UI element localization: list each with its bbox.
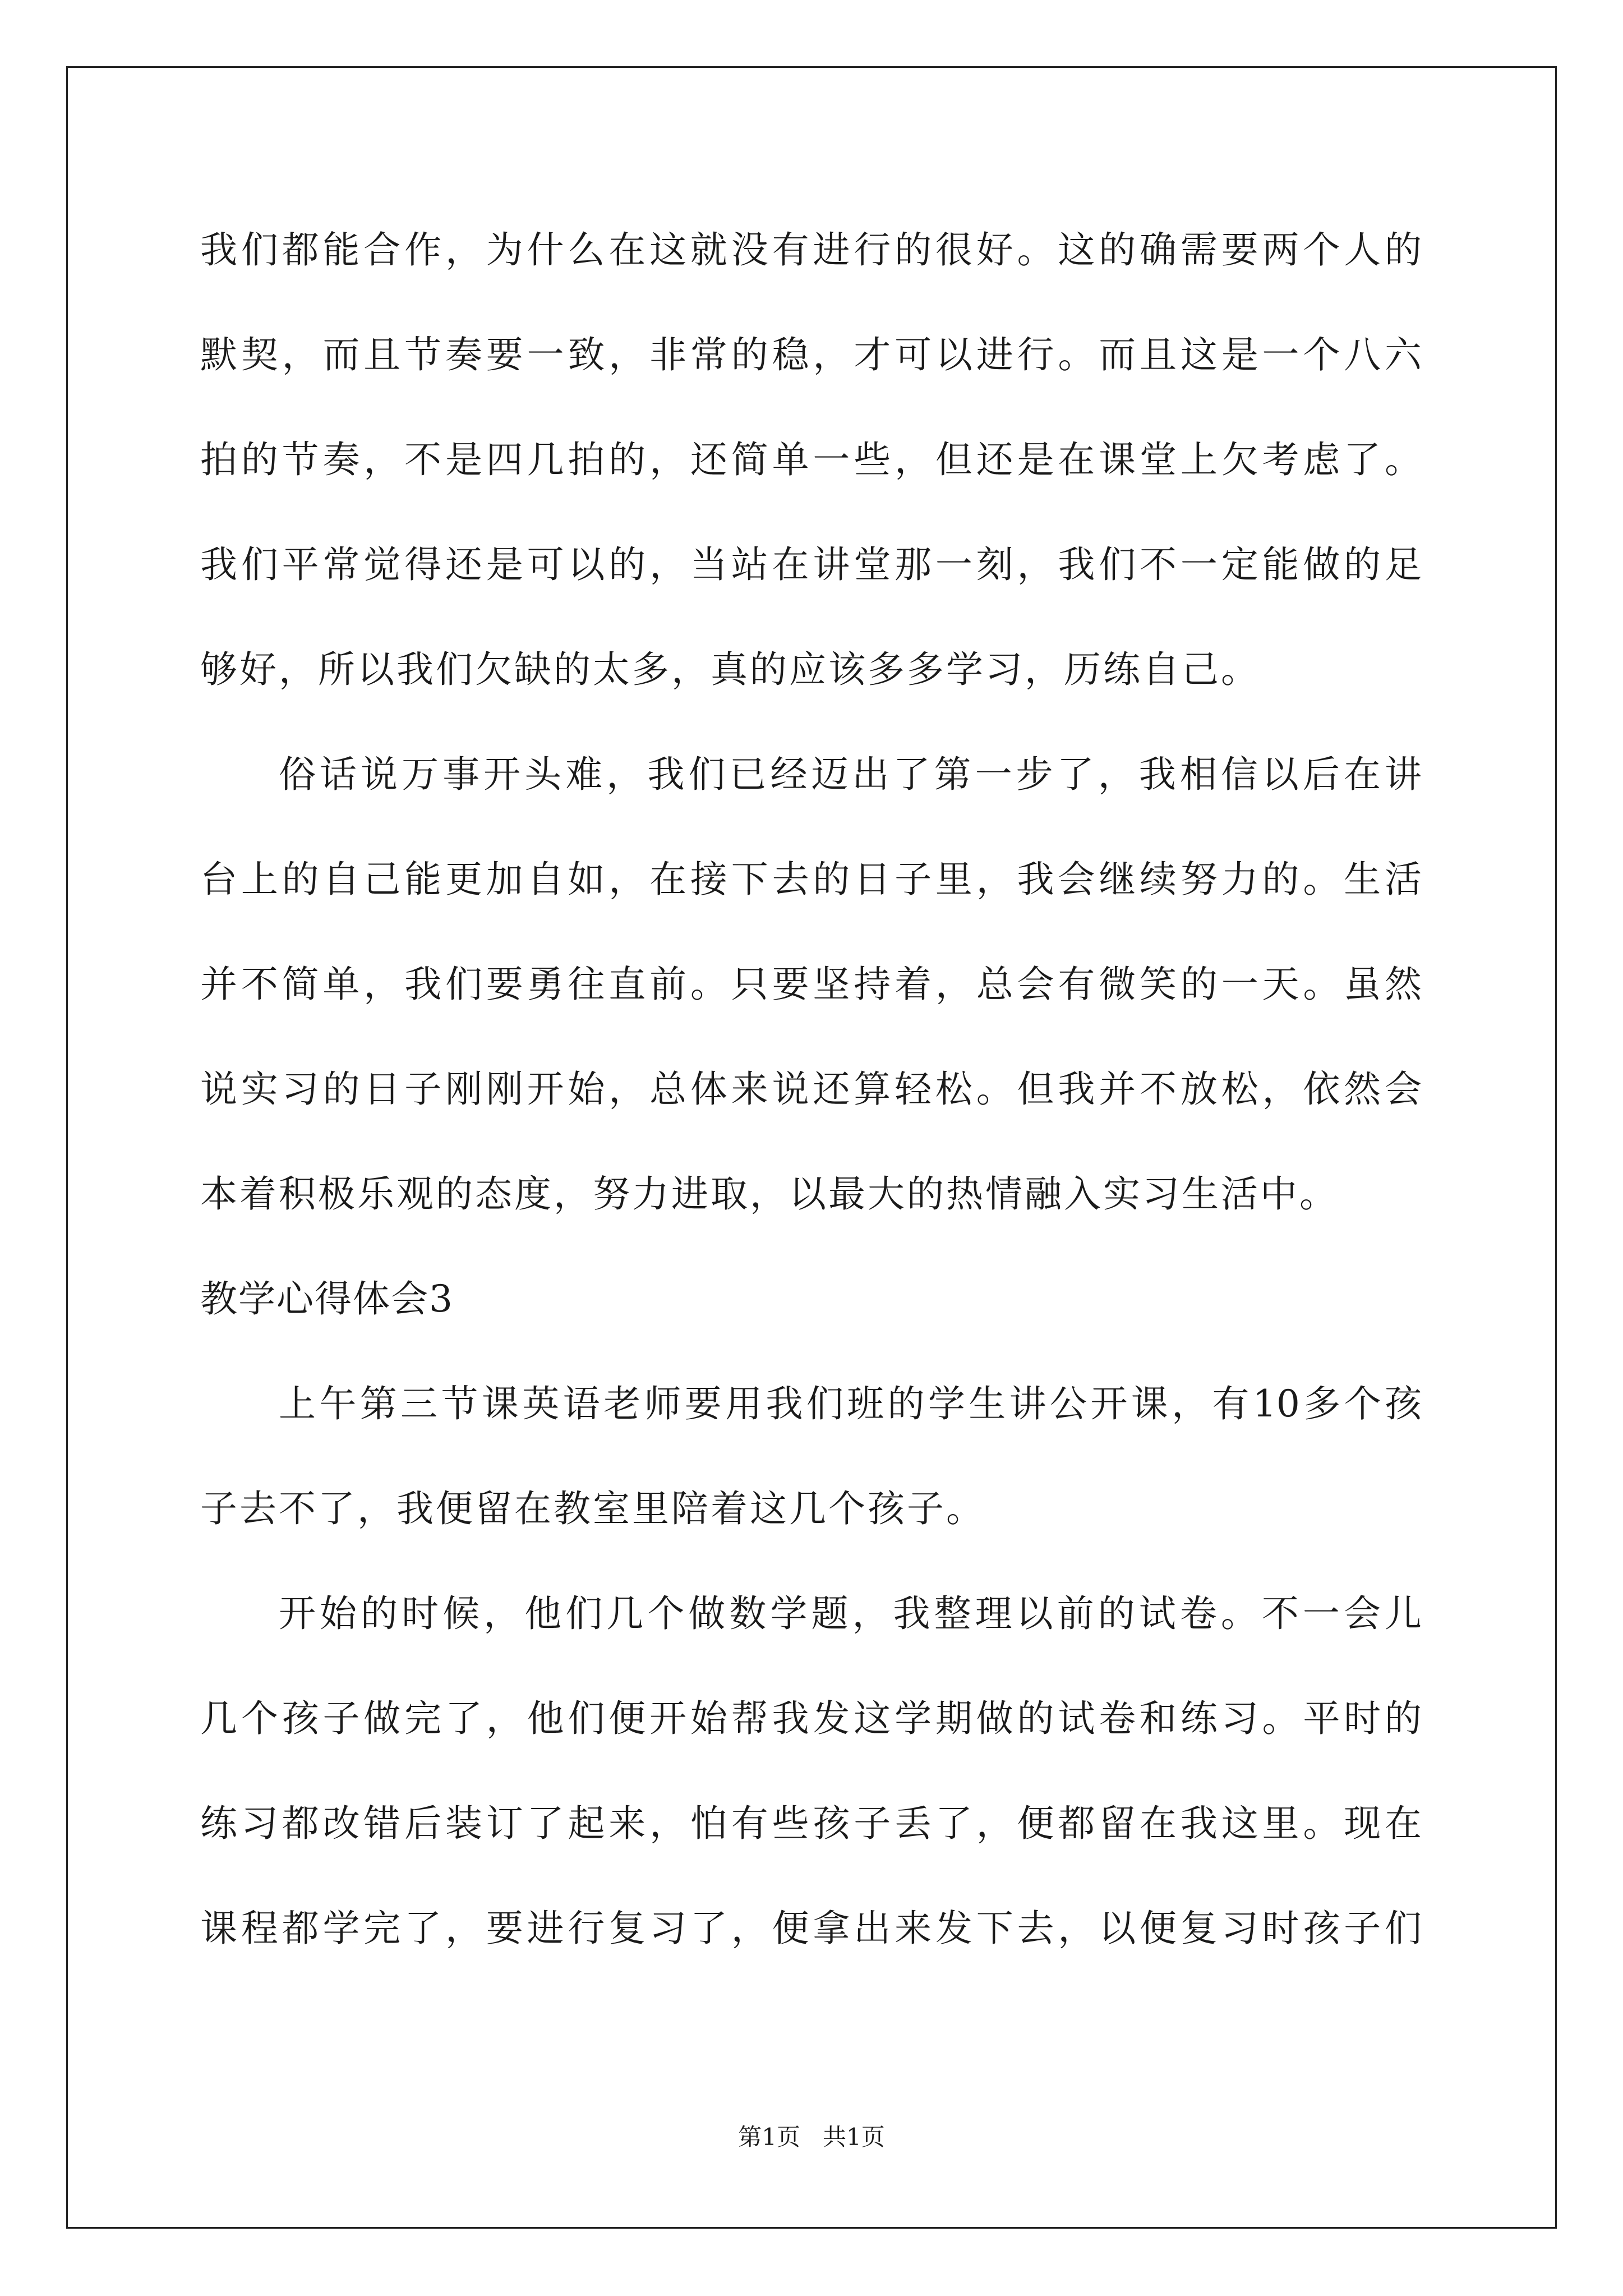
text-line: 并不简单，我们要勇往直前。只要坚持着，总会有微笑的一天。虽然 (200, 963, 1422, 1006)
text-line: 上午第三节课英语老师要用我们班的学生讲公开课，有10多个孩 (279, 1382, 1422, 1425)
text-line: 几个孩子做完了，他们便开始帮我发这学期做的试卷和练习。平时的 (200, 1697, 1422, 1740)
text-line: 默契，而且节奏要一致，非常的稳，才可以进行。而且这是一个八六 (200, 333, 1422, 376)
text-line: 子去不了，我便留在教室里陪着这几个孩子。 (200, 1487, 985, 1530)
text-line: 拍的节奏，不是四几拍的，还简单一些，但还是在课堂上欠考虑了。 (200, 438, 1422, 481)
text-line: 台上的自己能更加自如，在接下去的日子里，我会继续努力的。生活 (200, 858, 1422, 901)
text-line: 开始的时候，他们几个做数学题，我整理以前的试卷。不一会儿 (279, 1592, 1422, 1635)
section-heading: 教学心得体会3 (200, 1277, 454, 1320)
text-line: 课程都学完了，要进行复习了，便拿出来发下去，以便复习时孩子们 (200, 1907, 1422, 1950)
page-footer: 第1页 共1页 (738, 2123, 885, 2151)
text-line: 本着积极乐观的态度，努力进取，以最大的热情融入实习生活中。 (200, 1172, 1339, 1216)
text-line: 说实习的日子刚刚开始，总体来说还算轻松。但我并不放松，依然会 (200, 1068, 1422, 1111)
text-line: 我们都能合作，为什么在这就没有进行的很好。这的确需要两个人的 (200, 228, 1422, 272)
text-line: 够好，所以我们欠缺的太多，真的应该多多学习，历练自己。 (200, 648, 1260, 691)
page-border (66, 66, 1557, 2229)
text-line: 俗话说万事开头难，我们已经迈出了第一步了，我相信以后在讲 (279, 753, 1422, 796)
text-line: 练习都改错后装订了起来，怕有些孩子丢了，便都留在我这里。现在 (200, 1802, 1422, 1845)
text-line: 我们平常觉得还是可以的，当站在讲堂那一刻，我们不一定能做的足 (200, 543, 1422, 586)
